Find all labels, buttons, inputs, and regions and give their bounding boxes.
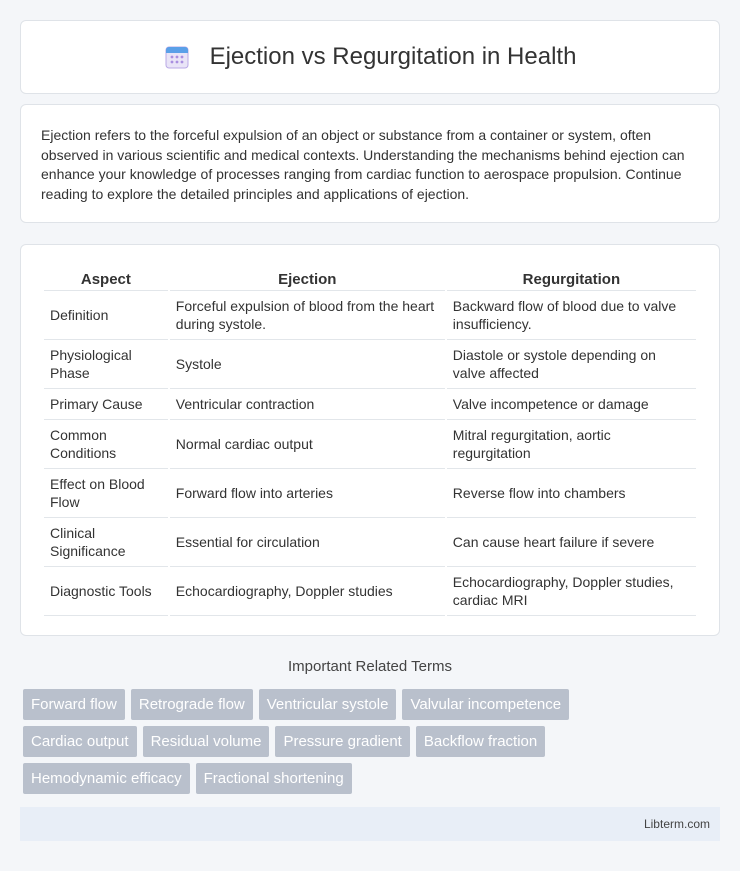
table-cell: Effect on Blood Flow <box>44 469 168 518</box>
header-card <box>20 20 720 94</box>
footer-site-link[interactable]: Libterm.com <box>643 817 710 831</box>
term-tag-ventricular-systole[interactable]: Ventricular systole <box>259 689 397 720</box>
comparison-table <box>42 265 698 616</box>
table-cell: Mitral regurgitation, aortic regurgitation <box>447 420 696 469</box>
table-cell: Echocardiography, Doppler studies <box>170 567 445 616</box>
related-terms-title: Important Related Terms <box>288 658 452 675</box>
intro-card <box>20 104 720 223</box>
table-row <box>44 340 696 389</box>
table-cell: Forward flow into arteries <box>170 469 445 518</box>
column-header-ejection: Ejection <box>170 265 445 291</box>
table-row <box>44 469 696 518</box>
term-tag-forward-flow[interactable]: Forward flow <box>23 689 125 720</box>
term-tag-backflow-fraction[interactable]: Backflow fraction <box>416 726 545 757</box>
table-cell: Echocardiography, Doppler studies, cardiac MRI <box>447 567 696 616</box>
page-title: Ejection vs Regurgitation in Health <box>209 43 577 70</box>
table-row <box>44 291 696 340</box>
table-cell: Backward flow of blood due to valve insufficiency. <box>447 291 696 340</box>
intro-text: Ejection refers to the forceful expulsion of an object or substance from a container or system, often observed in various scientific and medical contexts. Understanding the mechanisms behind ejection can enhance your knowledge of processes ranging from cardiac function to aerospace propulsion. Continue reading to explore the detailed principles and applications of ejection. <box>41 127 685 202</box>
table-cell: Diastole or systole depending on valve affected <box>447 340 696 389</box>
table-cell: Primary Cause <box>44 389 168 420</box>
table-cell: Ventricular contraction <box>170 389 445 420</box>
table-cell: Reverse flow into chambers <box>447 469 696 518</box>
table-cell: Can cause heart failure if severe <box>447 518 696 567</box>
table-cell: Valve incompetence or damage <box>447 389 696 420</box>
term-tag-hemodynamic-efficacy[interactable]: Hemodynamic efficacy <box>23 763 190 794</box>
comparison-table-card <box>20 244 720 636</box>
table-row <box>44 518 696 567</box>
term-tag-cardiac-output[interactable]: Cardiac output <box>23 726 137 757</box>
term-tag-fractional-shortening[interactable]: Fractional shortening <box>196 763 352 794</box>
table-row <box>44 420 696 469</box>
table-cell: Essential for circulation <box>170 518 445 567</box>
table-cell: Physiological Phase <box>44 340 168 389</box>
table-cell: Systole <box>170 340 445 389</box>
column-header-aspect: Aspect <box>44 265 168 291</box>
table-row <box>44 567 696 616</box>
table-cell: Forceful expulsion of blood from the heart during systole. <box>170 291 445 340</box>
table-cell: Definition <box>44 291 168 340</box>
table-cell: Clinical Significance <box>44 518 168 567</box>
table-cell: Normal cardiac output <box>170 420 445 469</box>
term-tag-residual-volume[interactable]: Residual volume <box>143 726 270 757</box>
table-row <box>44 389 696 420</box>
term-tag-valvular-incompetence[interactable]: Valvular incompetence <box>402 689 569 720</box>
table-cell: Common Conditions <box>44 420 168 469</box>
table-cell: Diagnostic Tools <box>44 567 168 616</box>
related-terms-list <box>23 689 663 794</box>
term-tag-pressure-gradient[interactable]: Pressure gradient <box>275 726 409 757</box>
calendar-icon <box>164 44 190 70</box>
footer <box>20 807 720 841</box>
term-tag-retrograde-flow[interactable]: Retrograde flow <box>131 689 253 720</box>
column-header-regurgitation: Regurgitation <box>447 265 696 291</box>
table-header-row <box>44 265 696 291</box>
